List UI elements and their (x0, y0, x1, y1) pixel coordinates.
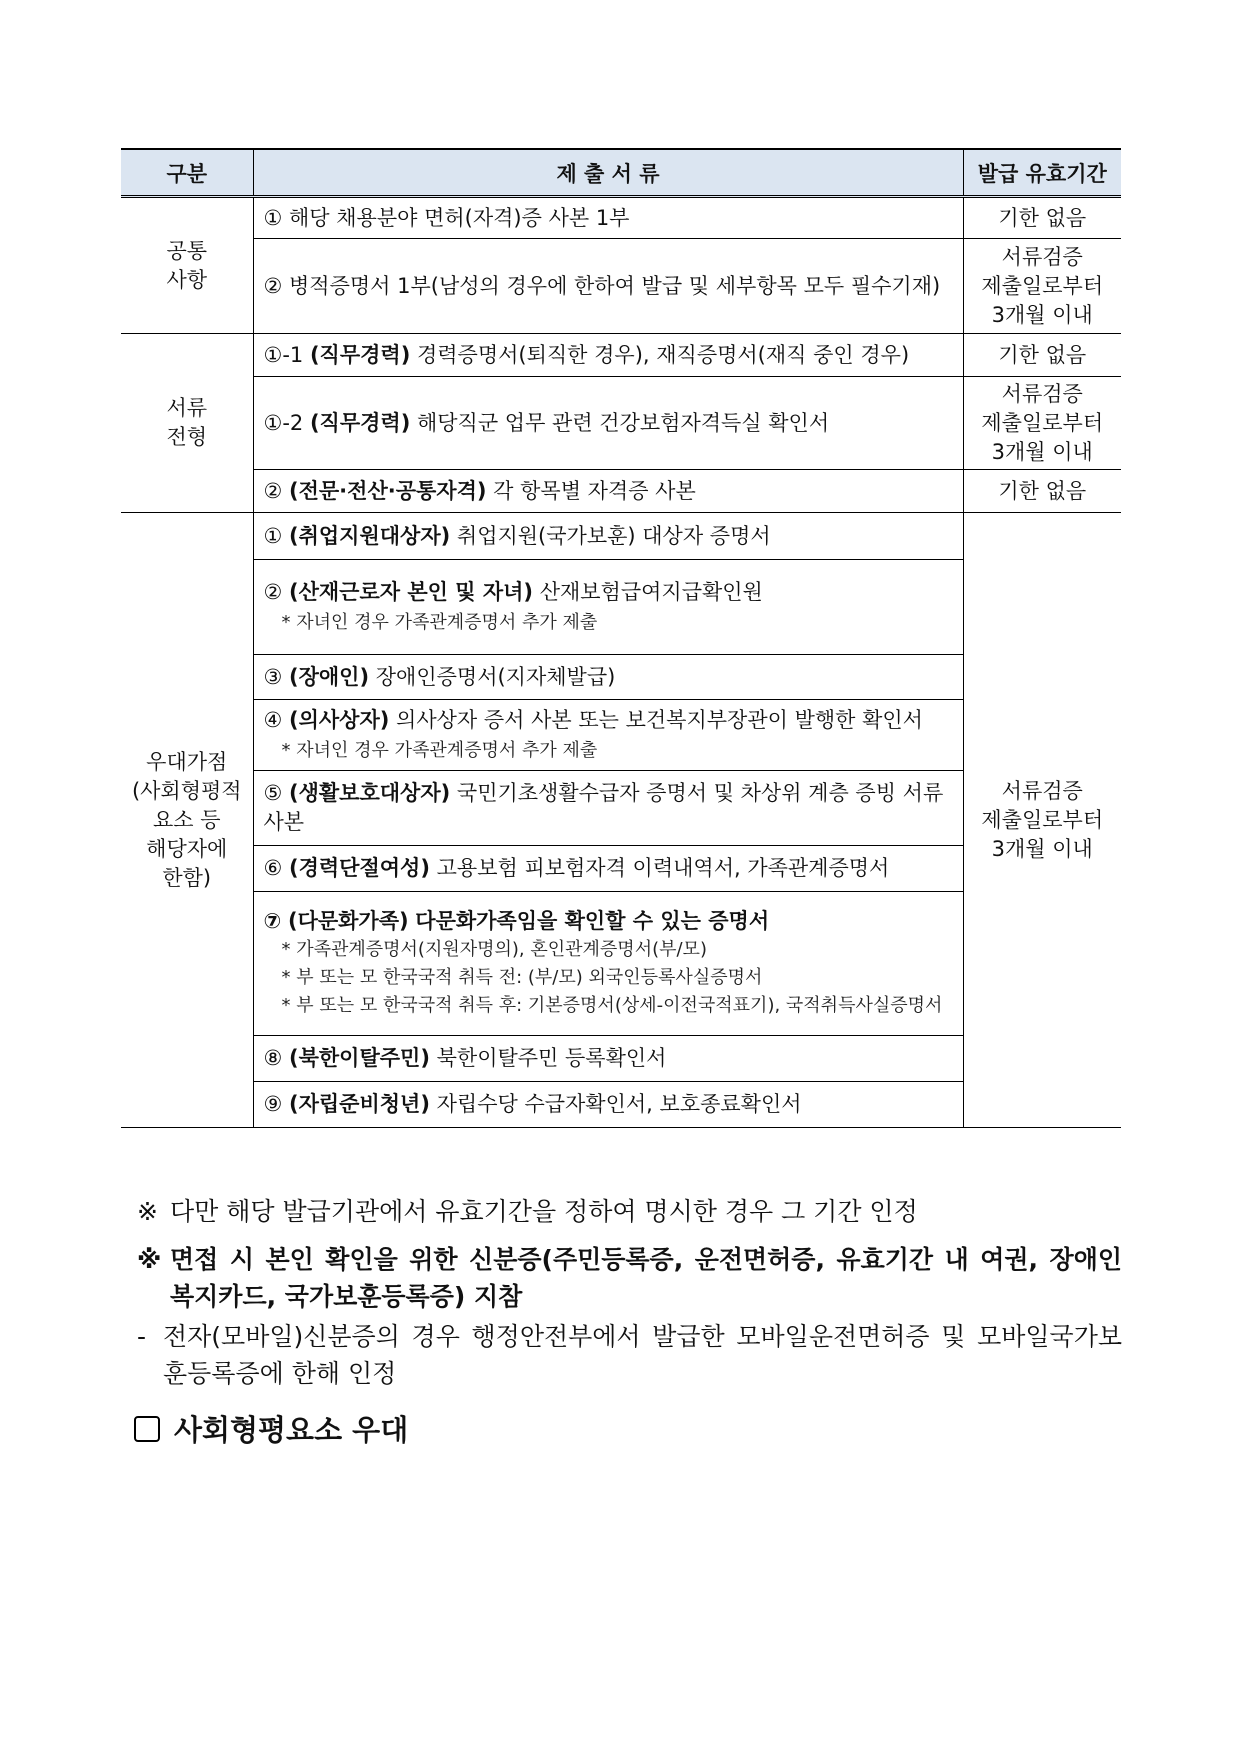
validity-cell: 서류검증 제출일로부터 3개월 이내 (963, 239, 1121, 334)
table-row (121, 377, 1121, 470)
doc-cell: ①-2 (직무경력) 해당직군 업무 관련 건강보험자격득실 확인서 (253, 377, 963, 470)
doc-cell: ①-1 (직무경력) 경력증명서(퇴직한 경우), 재직증명서(재직 중인 경우) (253, 334, 963, 377)
doc-note: * 자녀인 경우 가족관계증명서 추가 제출 (281, 739, 598, 761)
note-id-card: ※ 면접 시 본인 확인을 위한 신분증(주민등록증, 운전면허증, 유효기간 내 여권, 장애인 복지카드, 국가보훈등록증) 지참 (137, 1241, 1122, 1315)
doc-cell: ⑦ (다문화가족) 다문화가족임을 확인할 수 있는 증명서 * 가족관계증명서(지원자명의), 혼인관계증명서(부/모) * 부 또는 모 한국국적 취득 전: (부/모) 외국인등록사실증명서 * 부 또는 모 한국국적 취득 후: 기본증명서(상세-이전국적표기), 국적취득사실증명서 (253, 892, 963, 1036)
validity-cell: 기한 없음 (963, 470, 1121, 513)
doc-cell: ⑨ (자립준비청년) 자립수당 수급자확인서, 보호종료확인서 (253, 1082, 963, 1128)
checkbox-icon (134, 1416, 160, 1442)
doc-cell: ⑤ (생활보호대상자) 국민기초생활수급자 증명서 및 차상위 계층 증빙 서류 사본 (253, 771, 963, 846)
validity-cell: 기한 없음 (963, 197, 1121, 239)
doc-cell: ② (산재근로자 본인 및 자녀) 산재보험급여지급확인원 * 자녀인 경우 가족관계증명서 추가 제출 (253, 560, 963, 655)
dash-mark: - (137, 1322, 147, 1351)
table-header-row (121, 149, 1121, 197)
doc-cell: ② 병적증명서 1부(남성의 경우에 한하여 발급 및 세부항목 모두 필수기재) (253, 239, 963, 334)
category-screening: 서류 전형 (121, 334, 253, 513)
section-heading: 사회형평요소 우대 (134, 1408, 408, 1449)
table-row (121, 470, 1121, 513)
validity-cell: 서류검증 제출일로부터 3개월 이내 (963, 377, 1121, 470)
reference-mark: ※ (137, 1197, 158, 1226)
validity-cell: 기한 없음 (963, 334, 1121, 377)
doc-cell: ⑥ (경력단절여성) 고용보험 피보험자격 이력내역서, 가족관계증명서 (253, 846, 963, 892)
table-row (121, 239, 1121, 334)
header-documents: 제 출 서 류 (253, 149, 963, 197)
doc-cell: ⑧ (북한이탈주민) 북한이탈주민 등록확인서 (253, 1036, 963, 1082)
category-preference: 우대가점 (사회형평적 요소 등 해당자에 한함) (121, 513, 253, 1128)
doc-cell: ④ (의사상자) 의사상자 증서 사본 또는 보건복지부장관이 발행한 확인서 * 자녀인 경우 가족관계증명서 추가 제출 (253, 700, 963, 771)
validity-preference: 서류검증 제출일로부터 3개월 이내 (963, 513, 1121, 1128)
doc-cell: ② (전문·전산·공통자격) 각 항목별 자격증 사본 (253, 470, 963, 513)
doc-cell: ① (취업지원대상자) 취업지원(국가보훈) 대상자 증명서 (253, 513, 963, 560)
doc-note: * 자녀인 경우 가족관계증명서 추가 제출 (281, 611, 598, 633)
doc-note: * 부 또는 모 한국국적 취득 후: 기본증명서(상세-이전국적표기), 국적취득사실증명서 (281, 995, 943, 1016)
note-mobile-id: - 전자(모바일)신분증의 경우 행정안전부에서 발급한 모바일운전면허증 및 모바일국가보훈등록증에 한해 인정 (137, 1318, 1122, 1392)
header-validity: 발급 유효기간 (963, 149, 1121, 197)
doc-cell: ① 해당 채용분야 면허(자격)증 사본 1부 (253, 197, 963, 239)
reference-mark: ※ (137, 1245, 162, 1274)
doc-note: * 가족관계증명서(지원자명의), 혼인관계증명서(부/모) (281, 939, 707, 960)
doc-cell: ③ (장애인) 장애인증명서(지자체발급) (253, 655, 963, 700)
header-category: 구분 (121, 149, 253, 197)
note-validity-period: ※ 다만 해당 발급기관에서 유효기간을 정하여 명시한 경우 그 기간 인정 (137, 1193, 1122, 1230)
table-row (121, 513, 1121, 560)
table-row (121, 197, 1121, 239)
documents-table (121, 148, 1121, 1128)
category-common: 공통 사항 (121, 197, 253, 334)
table-row (121, 334, 1121, 377)
doc-note: * 부 또는 모 한국국적 취득 전: (부/모) 외국인등록사실증명서 (281, 967, 763, 988)
